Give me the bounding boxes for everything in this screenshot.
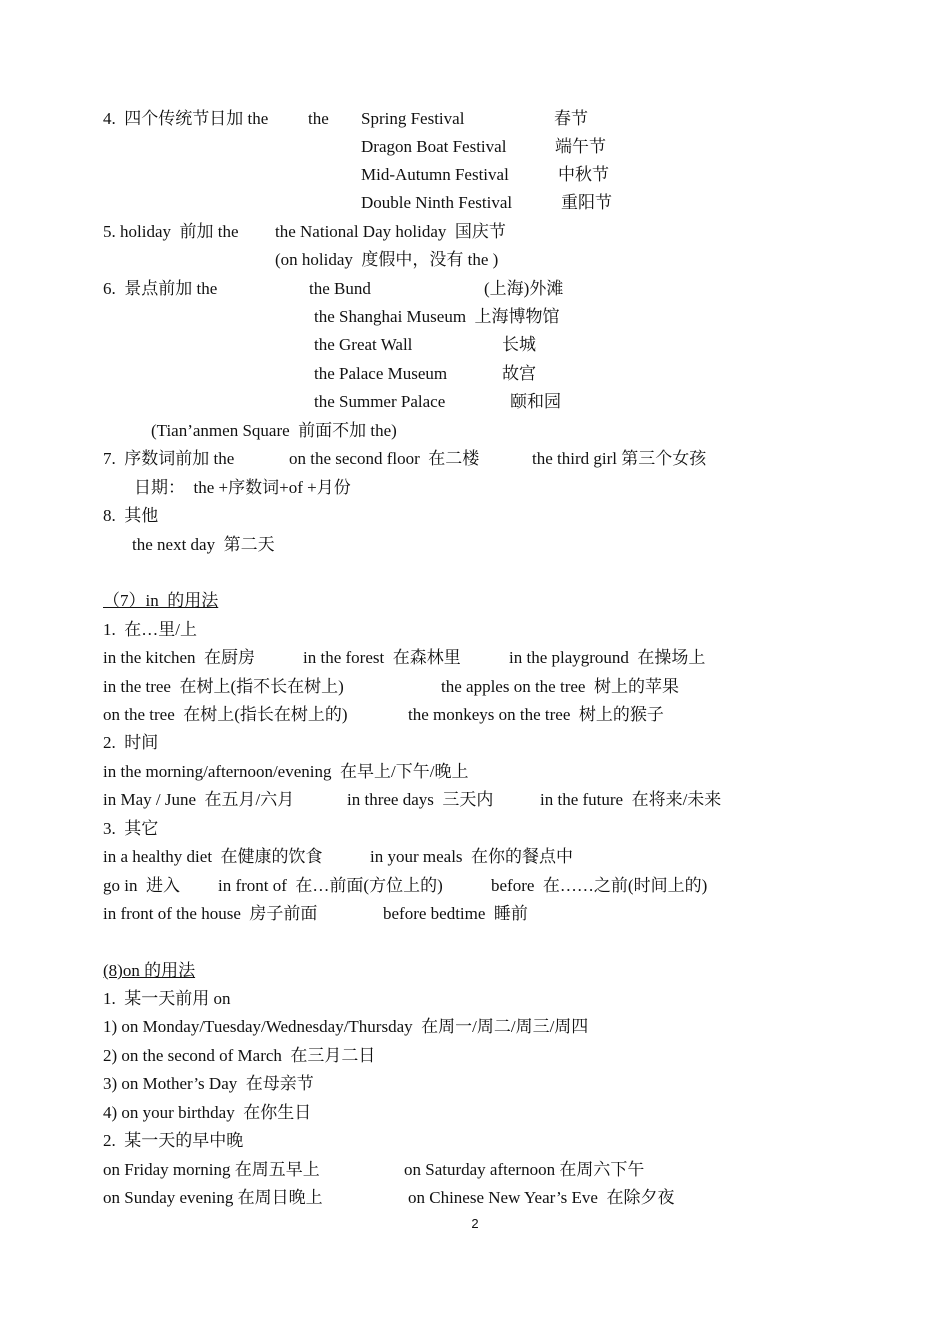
text-line: 6. 景点前加 the xyxy=(103,279,218,298)
text-line: the Shanghai Museum 上海博物馆 xyxy=(314,307,560,326)
text-line: 中秋节 xyxy=(558,165,609,184)
text-line: before bedtime 睡前 xyxy=(383,904,528,923)
text-line: in the morning/afternoon/evening 在早上/下午/晚上 xyxy=(103,762,469,781)
text-line: on the second floor 在二楼 xyxy=(289,449,480,468)
text-line: 5. holiday 前加 the xyxy=(103,222,239,241)
text-line: Dragon Boat Festival xyxy=(361,137,507,156)
text-line: the Palace Museum xyxy=(314,364,448,383)
text-line: 日期： the +序数词+of +月份 xyxy=(134,478,351,497)
text-line: go in 进入 xyxy=(103,876,180,895)
text-line: the Summer Palace xyxy=(314,392,446,411)
text-line: on Saturday afternoon 在周六下午 xyxy=(404,1160,645,1179)
text-line: 端午节 xyxy=(555,137,606,156)
text-line: in May / June 在五月/六月 xyxy=(103,790,295,809)
text-line: Double Ninth Festival xyxy=(361,193,513,212)
text-line: in the tree 在树上(指不长在树上) xyxy=(103,677,344,696)
text-line: on the tree 在树上(指长在树上的) xyxy=(103,705,348,724)
text-line: 2) on the second of March 在三月二日 xyxy=(103,1046,376,1065)
text-line: the National Day holiday 国庆节 xyxy=(275,222,506,241)
text-line: the Great Wall xyxy=(314,335,413,354)
text-line: the xyxy=(308,109,329,128)
text-line: on Sunday evening 在周日晚上 xyxy=(103,1188,323,1207)
text-line: Mid-Autumn Festival xyxy=(361,165,509,184)
text-line: on Friday morning 在周五早上 xyxy=(103,1160,320,1179)
text-line: the apples on the tree 树上的苹果 xyxy=(441,677,679,696)
text-line: 4) on your birthday 在你生日 xyxy=(103,1103,312,1122)
text-line: on Chinese New Year’s Eve 在除夕夜 xyxy=(408,1188,675,1207)
text-line: 4. 四个传统节日加 the xyxy=(103,109,269,128)
text-line: in front of 在…前面(方位上的) xyxy=(218,876,443,895)
text-line: in the future 在将来/未来 xyxy=(540,790,722,809)
text-line: 1. 在…里/上 xyxy=(103,620,197,639)
text-line: the next day 第二天 xyxy=(132,535,275,554)
page-number: 2 xyxy=(471,1216,479,1231)
text-line: in three days 三天内 xyxy=(347,790,494,809)
text-line: before 在……之前(时间上的) xyxy=(491,876,708,895)
text-line: in the kitchen 在厨房 xyxy=(103,648,256,667)
text-line: in front of the house 房子前面 xyxy=(103,904,318,923)
text-line: 7. 序数词前加 the xyxy=(103,449,235,468)
text-line: 3. 其它 xyxy=(103,819,159,838)
text-line: (Tian’anmen Square 前面不加 the) xyxy=(151,421,397,440)
text-line: 8. 其他 xyxy=(103,506,159,525)
text-line: 故宫 xyxy=(502,364,536,383)
text-line: the third girl 第三个女孩 xyxy=(532,449,707,468)
section-heading: （7）in 的用法 xyxy=(103,591,219,610)
text-line: 重阳节 xyxy=(561,193,612,212)
text-line: Spring Festival xyxy=(361,109,465,128)
text-line: 2. 某一天的早中晚 xyxy=(103,1131,244,1150)
section-heading: (8)on 的用法 xyxy=(103,961,196,980)
text-line: (上海)外滩 xyxy=(484,279,564,298)
text-line: 春节 xyxy=(554,109,588,128)
text-line: the monkeys on the tree 树上的猴子 xyxy=(408,705,664,724)
text-line: in your meals 在你的餐点中 xyxy=(370,847,574,866)
text-line: in the playground 在操场上 xyxy=(509,648,706,667)
text-line: 颐和园 xyxy=(510,392,561,411)
text-line: 1) on Monday/Tuesday/Wednesday/Thursday 在周一/周二/周三/周四 xyxy=(103,1017,589,1036)
text-line: 3) on Mother’s Day 在母亲节 xyxy=(103,1074,314,1093)
text-line: 1. 某一天前用 on xyxy=(103,989,231,1008)
text-line: in a healthy diet 在健康的饮食 xyxy=(103,847,323,866)
text-line: 2. 时间 xyxy=(103,733,159,752)
text-line: the Bund xyxy=(309,279,371,298)
text-line: (on holiday 度假中，没有 the ) xyxy=(275,250,499,269)
text-line: in the forest 在森林里 xyxy=(303,648,461,667)
text-line: 长城 xyxy=(502,335,536,354)
